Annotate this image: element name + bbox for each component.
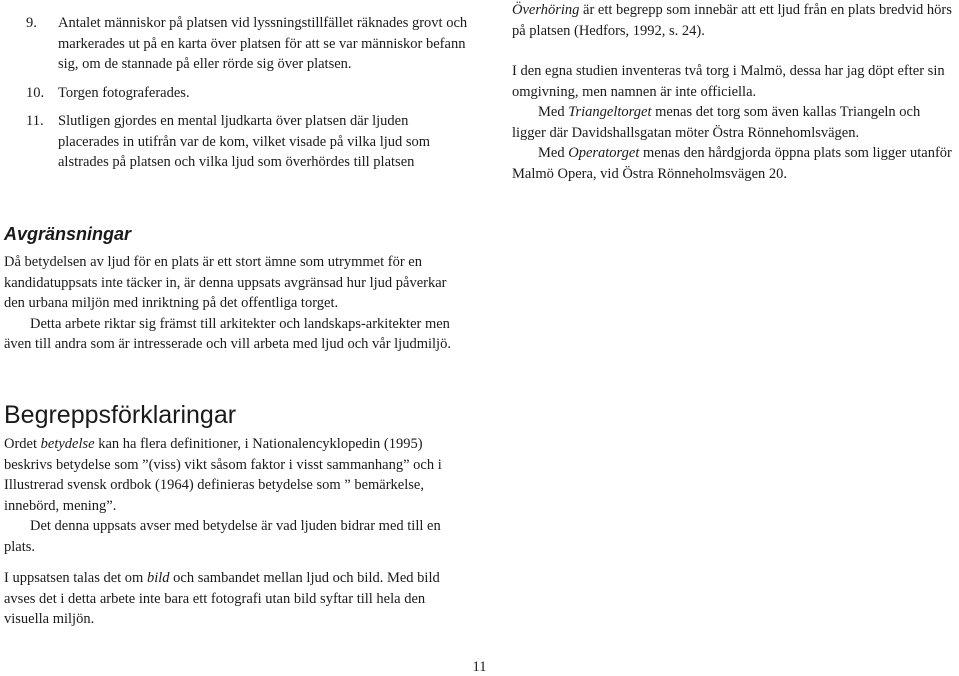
list-item (26, 111, 470, 173)
section-begreppsforklaringar (4, 434, 466, 557)
heading-avgransningar: Avgränsningar (4, 224, 132, 244)
emphasis-term: Operatorget (568, 145, 640, 161)
list-number: 9. (26, 15, 37, 31)
text-run: I uppsatsen talas det om (4, 570, 147, 586)
paragraph (4, 568, 466, 630)
text-run: Ordet (4, 436, 41, 452)
paragraph (512, 102, 956, 143)
paragraph: Detta arbete riktar sig främst till arkitekter och landskaps-arkitekter men även till andra som är intresserade och vill arbeta med ljud och vår ljudmiljö. (4, 315, 451, 352)
paragraph (512, 0, 956, 41)
paragraph: Det denna uppsats avser med betydelse är vad ljuden bidrar med till en plats. (4, 518, 441, 555)
list-text: Antalet människor på platsen vid lyssningstillfället räknades grovt och markerades ut på en karta över platsen för att se var människor befann sig, om de stannade på eller rörde sig över platsen. (58, 15, 468, 72)
method-list (26, 13, 470, 181)
list-number: 11. (26, 113, 44, 129)
paragraph: Då betydelsen av ljud för en plats är ett stort ämne som utrymmet för en kandidatuppsats inte täcker in, är denna uppsats avgränsad hur ljud påverkar den urbana miljön med inriktning på det offentliga torget. (4, 254, 447, 311)
section-avgransningar (4, 252, 466, 355)
right-column-study (512, 61, 956, 184)
list-number: 10. (26, 84, 45, 101)
text-run: menas det torg som även kallas Triangeln och ligger där Davidshallsgatan möter Östra Rönnehomlsvägen. (512, 104, 921, 141)
list-item (26, 13, 470, 75)
text-run: och sambandet mellan ljud och bild. Med bild avses det i detta arbete inte bara ett fotografi utan bild syftar till hela den visuella miljön. (4, 570, 440, 627)
text-run: Med (538, 104, 569, 120)
heading-begreppsforklaringar: Begreppsförklaringar (4, 401, 237, 429)
emphasis-term: betydelse (40, 436, 95, 452)
paragraph: I den egna studien inventeras två torg i Malmö, dessa har jag döpt efter sin omgivning, men namnen är inte officiella. (512, 63, 945, 100)
right-column-top (512, 0, 956, 41)
text-run: menas den hårdgjorda öppna plats som ligger utanför Malmö Opera, vid Östra Rönneholmsvägen 20. (512, 145, 952, 182)
paragraph (512, 143, 956, 184)
section-bild (4, 568, 466, 630)
paragraph (4, 434, 466, 516)
list-text: Torgen fotograferades. (58, 84, 190, 101)
emphasis-term: Triangeltorget (568, 104, 652, 120)
emphasis-term: bild (146, 570, 170, 586)
list-item (26, 83, 470, 104)
list-text: Slutligen gjordes en mental ljudkarta över platsen där ljuden placerades in utifrån var de kom, vilket visade på vilka ljud som alstrades på platsen och vilka ljud som överhördes till platsen (58, 113, 431, 170)
emphasis-term: Överhöring (512, 2, 580, 18)
text-run: Med (538, 145, 569, 161)
text-run: är ett begrepp som innebär att ett ljud från en plats bredvid hörs på platsen (Hedfors, 1992, s. 24). (512, 2, 952, 39)
page-number: 11 (472, 659, 487, 675)
text-run: kan ha flera definitioner, i Nationalencyklopedin (1995) beskrivs betydelse som ”(viss) vikt såsom faktor i visst sammanhang” och i Illustrerad svensk ordbok (1964) definieras betydelse som ” bemärkelse, innebörd, mening”. (4, 436, 442, 514)
